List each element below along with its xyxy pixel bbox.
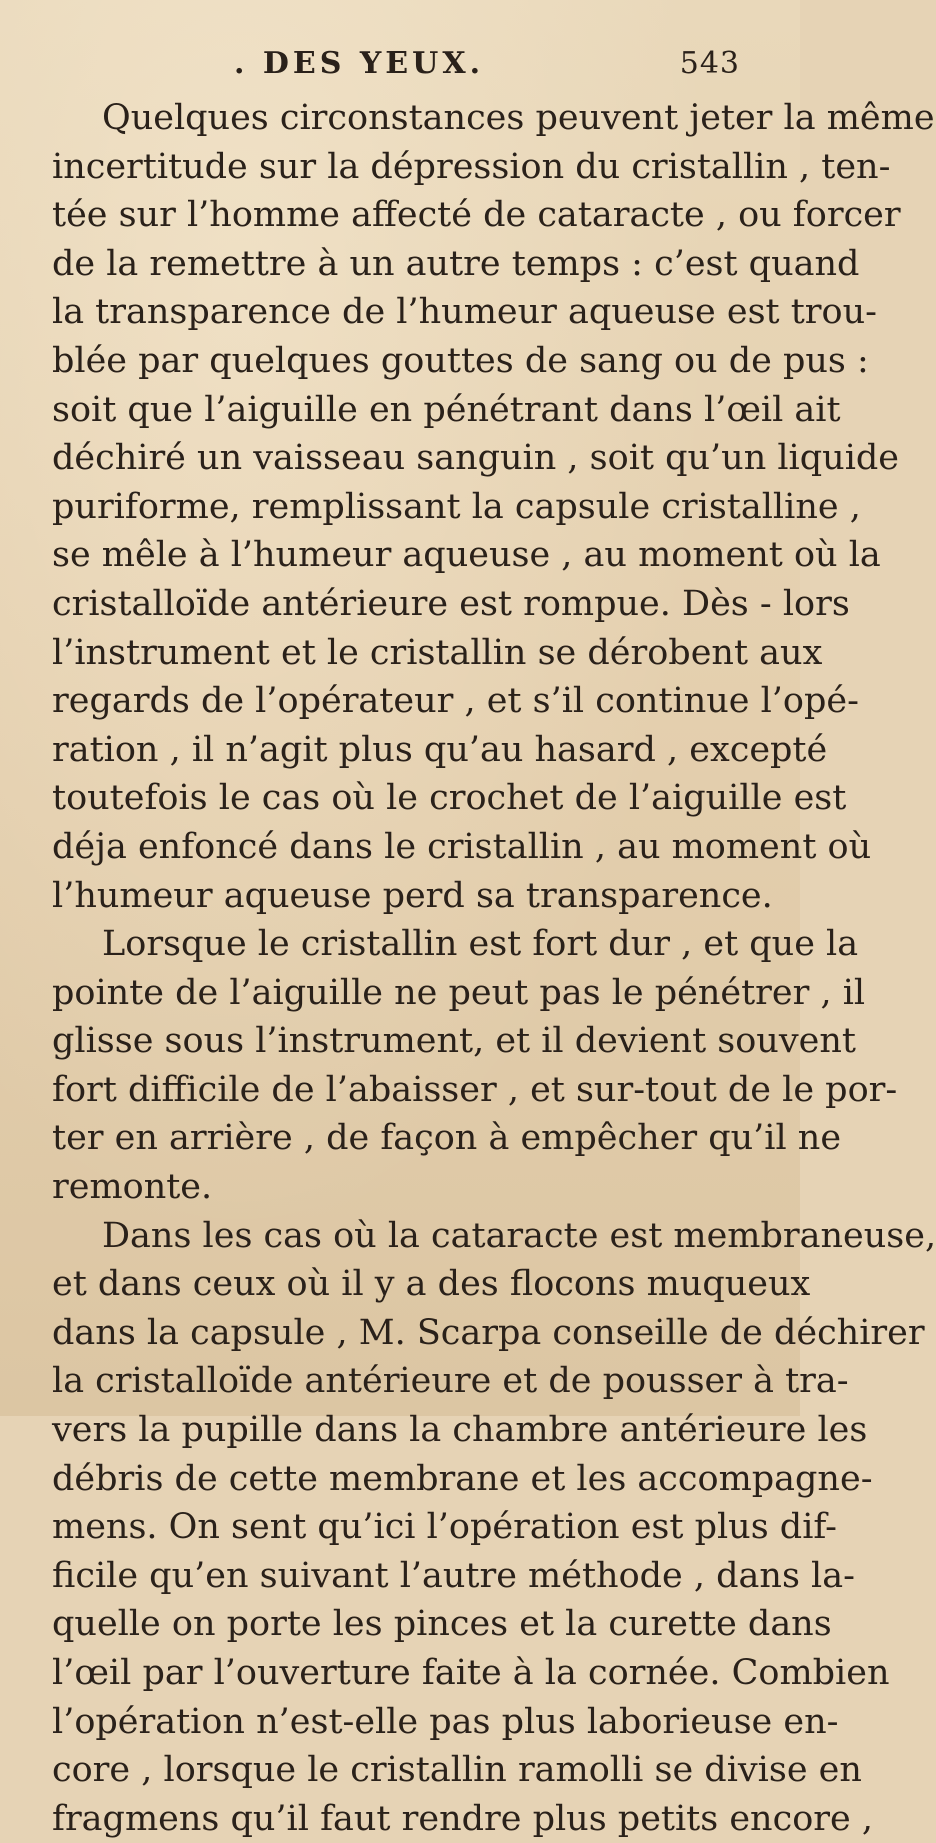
text-line: pointe de l’aiguille ne peut pas le pénétrer , il [52, 972, 866, 1013]
text-line: tée sur l’homme affecté de cataracte , ou forcer [52, 195, 901, 236]
text-line: et dans ceux où il y a des flocons muqueux [52, 1264, 811, 1305]
body-text [52, 94, 936, 1843]
text-line: se mêle à l’humeur aqueuse , au moment où la [52, 535, 881, 576]
text-line: la transparence de l’humeur aqueuse est trou- [52, 292, 877, 333]
text-line: cristalloïde antérieure est rompue. Dès - lors [52, 583, 850, 624]
text-line: ficile qu’en suivant l’autre méthode , dans la- [52, 1555, 855, 1596]
text-line: de la remettre à un autre temps : c’est quand [52, 243, 860, 284]
text-line: l’opération n’est-elle pas plus laborieuse en- [52, 1701, 839, 1742]
text-line: soit que l’aiguille en pénétrant dans l’œil ait [52, 389, 841, 430]
text-line: débris de cette membrane et les accompagne- [52, 1458, 873, 1499]
text-line: glisse sous l’instrument, et il devient souvent [52, 1021, 856, 1062]
page-number: 543 [679, 46, 740, 81]
text-line: regards de l’opérateur , et s’il continue l’opé- [52, 681, 859, 722]
text-line: Lorsque le cristallin est fort dur , et que la [102, 924, 859, 965]
running-head [52, 28, 744, 81]
text-line: vers la pupille dans la chambre antérieure les [52, 1410, 868, 1451]
text-line: Dans les cas où la cataracte est membraneuse, [102, 1215, 936, 1256]
text-line: core , lorsque le cristallin ramolli se divise en [52, 1750, 862, 1791]
text-line: l’œil par l’ouverture faite à la cornée. Combien [52, 1653, 890, 1693]
text-line: ration , il n’agit plus qu’au hasard , excepté [52, 729, 828, 770]
text-line: mens. On sent qu’ici l’opération est plus dif- [52, 1507, 837, 1548]
text-line: la cristalloïde antérieure et de pousser à tra- [52, 1361, 849, 1402]
text-line: remonte. [52, 1167, 213, 1208]
text-line: Quelques circonstances peuvent jeter la même [102, 98, 935, 138]
text-line: l’humeur aqueuse perd sa transparence. [52, 875, 773, 916]
running-title: . DES YEUX. [234, 46, 485, 81]
text-line: déja enfoncé dans le cristallin , au moment où [52, 826, 872, 867]
text-line: toutefois le cas où le crochet de l’aiguille est [52, 778, 847, 819]
text-line: puriforme, remplissant la capsule cristalline , [52, 486, 861, 527]
text-line: dans la capsule , M. Scarpa conseille de déchirer [52, 1312, 925, 1353]
text-line: blée par quelques gouttes de sang ou de pus : [52, 340, 869, 381]
text-line: ter en arrière , de façon à empêcher qu’il ne [52, 1118, 842, 1159]
text-line: fragmens qu’il faut rendre plus petits encore , [52, 1798, 873, 1839]
text-line: déchiré un vaisseau sanguin , soit qu’un liquide [52, 438, 900, 479]
text-line: l’instrument et le cristallin se dérobent aux [52, 632, 823, 673]
text-line: quelle on porte les pinces et la curette dans [52, 1604, 832, 1645]
text-line: incertitude sur la dépression du cristallin , ten- [52, 146, 891, 187]
text-line: fort difficile de l’abaisser , et sur-tout de le por- [52, 1069, 898, 1110]
